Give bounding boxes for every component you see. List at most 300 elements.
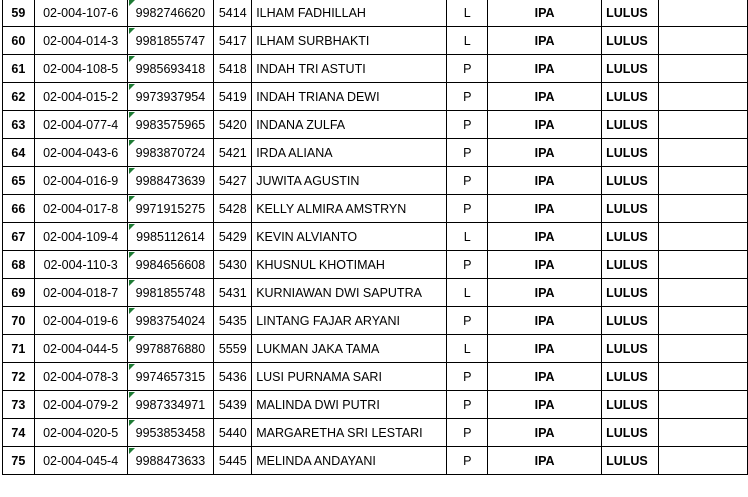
nisn-cell[interactable] <box>127 55 214 83</box>
exam-number-cell-text: 02-004-079-2 <box>43 397 119 412</box>
status-cell-text: LULUS <box>606 341 648 356</box>
student-name-cell[interactable] <box>252 139 447 167</box>
table-row <box>3 335 748 363</box>
student-id-cell-text: 5559 <box>218 341 247 356</box>
number-as-text-indicator-icon <box>129 392 135 398</box>
student-name-cell[interactable] <box>252 83 447 111</box>
exam-number-cell-text: 02-004-078-3 <box>43 369 119 384</box>
gender-cell[interactable] <box>447 251 488 279</box>
row-number-cell-text: 63 <box>11 117 26 132</box>
exam-number-cell-text: 02-004-015-2 <box>43 89 119 104</box>
empty-cell[interactable] <box>659 27 748 55</box>
row-number-cell-text: 73 <box>11 397 26 412</box>
exam-number-cell-text: 02-004-014-3 <box>43 33 119 48</box>
nisn-cell-text: 9983754024 <box>135 313 206 328</box>
exam-number-cell-text: 02-004-020-5 <box>43 425 119 440</box>
student-id-cell[interactable] <box>214 55 252 83</box>
status-cell[interactable] <box>602 391 659 419</box>
nisn-cell[interactable] <box>127 223 214 251</box>
program-cell[interactable] <box>488 279 602 307</box>
exam-number-cell-text: 02-004-017-8 <box>43 201 119 216</box>
student-id-cell-text: 5429 <box>218 229 247 244</box>
table-row <box>3 167 748 195</box>
nisn-cell[interactable] <box>127 419 214 447</box>
status-cell[interactable] <box>602 167 659 195</box>
program-cell-text: IPA <box>534 33 555 48</box>
row-number-cell-text: 62 <box>11 89 26 104</box>
gender-cell-text: P <box>463 173 472 188</box>
student-name-cell-text: LINTANG FAJAR ARYANI <box>256 313 400 328</box>
number-as-text-indicator-icon <box>129 196 135 202</box>
student-id-cell[interactable] <box>214 447 252 475</box>
status-cell[interactable] <box>602 139 659 167</box>
student-name-cell[interactable] <box>252 363 447 391</box>
exam-number-cell[interactable] <box>34 251 127 279</box>
gender-cell[interactable] <box>447 0 488 27</box>
row-number-cell-text: 67 <box>11 229 26 244</box>
program-cell-text: IPA <box>534 285 555 300</box>
gender-cell-text: L <box>463 341 471 356</box>
gender-cell[interactable] <box>447 419 488 447</box>
status-cell[interactable] <box>602 0 659 27</box>
row-number-cell[interactable] <box>3 111 35 139</box>
number-as-text-indicator-icon <box>129 84 135 90</box>
row-number-cell[interactable] <box>3 391 35 419</box>
nisn-cell[interactable] <box>127 447 214 475</box>
student-id-cell-text: 5419 <box>218 89 247 104</box>
exam-number-cell[interactable] <box>34 223 127 251</box>
exam-number-cell[interactable] <box>34 419 127 447</box>
student-id-cell-text: 5445 <box>218 453 247 468</box>
number-as-text-indicator-icon <box>129 28 135 34</box>
empty-cell[interactable] <box>659 195 748 223</box>
nisn-cell-text: 9981855748 <box>135 285 206 300</box>
student-name-cell-text: KEVIN ALVIANTO <box>256 229 358 244</box>
program-cell-text: IPA <box>534 145 555 160</box>
program-cell-text: IPA <box>534 173 555 188</box>
program-cell[interactable] <box>488 251 602 279</box>
exam-number-cell-text: 02-004-016-9 <box>43 173 119 188</box>
table-row <box>3 223 748 251</box>
status-cell[interactable] <box>602 27 659 55</box>
student-id-cell[interactable] <box>214 27 252 55</box>
gender-cell-text: P <box>463 453 472 468</box>
program-cell-text: IPA <box>534 5 555 20</box>
nisn-cell[interactable] <box>127 279 214 307</box>
gender-cell[interactable] <box>447 363 488 391</box>
gender-cell-text: P <box>463 117 472 132</box>
program-cell[interactable] <box>488 139 602 167</box>
gender-cell[interactable] <box>447 167 488 195</box>
row-number-cell-text: 59 <box>11 5 26 20</box>
nisn-cell-text: 9982746620 <box>135 5 206 20</box>
exam-number-cell-text: 02-004-108-5 <box>43 61 119 76</box>
gender-cell[interactable] <box>447 447 488 475</box>
empty-cell[interactable] <box>659 167 748 195</box>
status-cell[interactable] <box>602 55 659 83</box>
gender-cell[interactable] <box>447 139 488 167</box>
number-as-text-indicator-icon <box>129 448 135 454</box>
row-number-cell[interactable] <box>3 447 35 475</box>
student-id-cell[interactable] <box>214 83 252 111</box>
exam-number-cell-text: 02-004-045-4 <box>43 453 119 468</box>
table-row <box>3 307 748 335</box>
exam-number-cell[interactable] <box>34 111 127 139</box>
status-cell[interactable] <box>602 195 659 223</box>
number-as-text-indicator-icon <box>129 0 135 6</box>
program-cell[interactable] <box>488 195 602 223</box>
status-cell-text: LULUS <box>606 285 648 300</box>
student-name-cell[interactable] <box>252 251 447 279</box>
exam-number-cell[interactable] <box>34 335 127 363</box>
gender-cell[interactable] <box>447 111 488 139</box>
exam-number-cell-text: 02-004-109-4 <box>43 229 119 244</box>
student-name-cell-text: KHUSNUL KHOTIMAH <box>256 257 385 272</box>
nisn-cell[interactable] <box>127 139 214 167</box>
student-name-cell-text: ILHAM FADHILLAH <box>256 5 366 20</box>
student-id-cell-text: 5440 <box>218 425 247 440</box>
gender-cell[interactable] <box>447 335 488 363</box>
table-row <box>3 363 748 391</box>
exam-number-cell-text: 02-004-107-6 <box>43 5 119 20</box>
program-cell[interactable] <box>488 111 602 139</box>
empty-cell[interactable] <box>659 335 748 363</box>
program-cell-text: IPA <box>534 117 555 132</box>
number-as-text-indicator-icon <box>129 364 135 370</box>
empty-cell[interactable] <box>659 139 748 167</box>
nisn-cell-text: 9978876880 <box>135 341 206 356</box>
nisn-cell[interactable] <box>127 195 214 223</box>
status-cell-text: LULUS <box>606 117 648 132</box>
student-id-cell[interactable] <box>214 139 252 167</box>
student-id-cell[interactable] <box>214 0 252 27</box>
empty-cell[interactable] <box>659 223 748 251</box>
student-id-cell[interactable] <box>214 167 252 195</box>
program-cell[interactable] <box>488 335 602 363</box>
empty-cell[interactable] <box>659 391 748 419</box>
student-name-cell[interactable] <box>252 167 447 195</box>
program-cell[interactable] <box>488 447 602 475</box>
program-cell-text: IPA <box>534 453 555 468</box>
empty-cell[interactable] <box>659 55 748 83</box>
table-row <box>3 279 748 307</box>
row-number-cell-text: 75 <box>11 453 26 468</box>
row-number-cell-text: 61 <box>11 61 26 76</box>
empty-cell[interactable] <box>659 83 748 111</box>
gender-cell-text: P <box>463 425 472 440</box>
table-row <box>3 0 748 27</box>
exam-number-cell[interactable] <box>34 55 127 83</box>
empty-cell[interactable] <box>659 251 748 279</box>
exam-number-cell[interactable] <box>34 167 127 195</box>
table-row <box>3 111 748 139</box>
status-cell-text: LULUS <box>606 453 648 468</box>
exam-number-cell[interactable] <box>34 363 127 391</box>
number-as-text-indicator-icon <box>129 280 135 286</box>
student-name-cell-text: INDAH TRIANA DEWI <box>256 89 380 104</box>
empty-cell[interactable] <box>659 307 748 335</box>
student-name-cell[interactable] <box>252 0 447 27</box>
status-cell[interactable] <box>602 251 659 279</box>
gender-cell-text: L <box>463 5 471 20</box>
exam-number-cell[interactable] <box>34 0 127 27</box>
number-as-text-indicator-icon <box>129 336 135 342</box>
exam-number-cell[interactable] <box>34 447 127 475</box>
student-name-cell-text: INDAH TRI ASTUTI <box>256 61 366 76</box>
number-as-text-indicator-icon <box>129 224 135 230</box>
status-cell-text: LULUS <box>606 61 648 76</box>
student-name-cell-text: MARGARETHA SRI LESTARI <box>256 425 423 440</box>
table-row <box>3 27 748 55</box>
student-name-cell-text: KURNIAWAN DWI SAPUTRA <box>256 285 422 300</box>
student-id-cell-text: 5421 <box>218 145 247 160</box>
row-number-cell-text: 72 <box>11 369 26 384</box>
exam-number-cell[interactable] <box>34 195 127 223</box>
nisn-cell[interactable] <box>127 335 214 363</box>
nisn-cell-text: 9981855747 <box>135 33 206 48</box>
program-cell-text: IPA <box>534 229 555 244</box>
student-name-cell[interactable] <box>252 391 447 419</box>
status-cell-text: LULUS <box>606 201 648 216</box>
row-number-cell[interactable] <box>3 139 35 167</box>
row-number-cell[interactable] <box>3 0 35 27</box>
exam-number-cell-text: 02-004-077-4 <box>43 117 119 132</box>
nisn-cell[interactable] <box>127 363 214 391</box>
number-as-text-indicator-icon <box>129 252 135 258</box>
exam-number-cell-text: 02-004-110-3 <box>43 257 118 272</box>
student-name-cell[interactable] <box>252 279 447 307</box>
gender-cell[interactable] <box>447 307 488 335</box>
student-id-cell[interactable] <box>214 111 252 139</box>
status-cell[interactable] <box>602 307 659 335</box>
program-cell-text: IPA <box>534 201 555 216</box>
nisn-cell-text: 9985693418 <box>135 61 206 76</box>
program-cell[interactable] <box>488 27 602 55</box>
program-cell[interactable] <box>488 83 602 111</box>
row-number-cell[interactable] <box>3 83 35 111</box>
row-number-cell-text: 65 <box>11 173 26 188</box>
student-id-cell-text: 5417 <box>218 33 247 48</box>
exam-number-cell-text: 02-004-044-5 <box>43 341 119 356</box>
nisn-cell-text: 9983575965 <box>135 117 206 132</box>
gender-cell[interactable] <box>447 391 488 419</box>
empty-cell[interactable] <box>659 279 748 307</box>
student-name-cell-text: IRDA ALIANA <box>256 145 333 160</box>
row-number-cell[interactable] <box>3 251 35 279</box>
exam-number-cell[interactable] <box>34 27 127 55</box>
empty-cell[interactable] <box>659 419 748 447</box>
student-name-cell-text: INDANA ZULFA <box>256 117 346 132</box>
nisn-cell-text: 9983870724 <box>135 145 206 160</box>
gender-cell[interactable] <box>447 195 488 223</box>
nisn-cell[interactable] <box>127 83 214 111</box>
nisn-cell-text: 9953853458 <box>135 425 206 440</box>
exam-number-cell[interactable] <box>34 83 127 111</box>
gender-cell[interactable] <box>447 27 488 55</box>
number-as-text-indicator-icon <box>129 308 135 314</box>
student-id-cell-text: 5418 <box>218 61 247 76</box>
status-cell-text: LULUS <box>606 369 648 384</box>
status-cell-text: LULUS <box>606 33 648 48</box>
program-cell-text: IPA <box>534 313 555 328</box>
empty-cell[interactable] <box>659 111 748 139</box>
row-number-cell[interactable] <box>3 223 35 251</box>
gender-cell-text: P <box>463 257 472 272</box>
gender-cell-text: L <box>463 229 471 244</box>
program-cell[interactable] <box>488 223 602 251</box>
nisn-cell[interactable] <box>127 391 214 419</box>
student-id-cell[interactable] <box>214 391 252 419</box>
program-cell[interactable] <box>488 307 602 335</box>
program-cell[interactable] <box>488 419 602 447</box>
nisn-cell[interactable] <box>127 307 214 335</box>
exam-number-cell-text: 02-004-043-6 <box>43 145 119 160</box>
row-number-cell-text: 71 <box>11 341 26 356</box>
program-cell-text: IPA <box>534 257 555 272</box>
student-name-cell[interactable] <box>252 447 447 475</box>
table-row <box>3 391 748 419</box>
student-name-cell[interactable] <box>252 419 447 447</box>
nisn-cell[interactable] <box>127 27 214 55</box>
row-number-cell[interactable] <box>3 27 35 55</box>
student-name-cell[interactable] <box>252 55 447 83</box>
empty-cell[interactable] <box>659 447 748 475</box>
student-id-cell[interactable] <box>214 195 252 223</box>
program-cell-text: IPA <box>534 341 555 356</box>
status-cell-text: LULUS <box>606 425 648 440</box>
table-row <box>3 139 748 167</box>
student-name-cell[interactable] <box>252 111 447 139</box>
row-number-cell-text: 60 <box>11 33 26 48</box>
table-row <box>3 419 748 447</box>
status-cell-text: LULUS <box>606 145 648 160</box>
program-cell[interactable] <box>488 167 602 195</box>
status-cell[interactable] <box>602 83 659 111</box>
table-row <box>3 55 748 83</box>
nisn-cell[interactable] <box>127 0 214 27</box>
row-number-cell[interactable] <box>3 363 35 391</box>
exam-number-cell[interactable] <box>34 279 127 307</box>
student-id-cell[interactable] <box>214 419 252 447</box>
program-cell[interactable] <box>488 55 602 83</box>
status-cell[interactable] <box>602 447 659 475</box>
nisn-cell[interactable] <box>127 111 214 139</box>
student-id-cell[interactable] <box>214 335 252 363</box>
student-id-cell[interactable] <box>214 307 252 335</box>
status-cell[interactable] <box>602 363 659 391</box>
student-name-cell-text: KELLY ALMIRA AMSTRYN <box>256 201 407 216</box>
student-name-cell[interactable] <box>252 195 447 223</box>
row-number-cell[interactable] <box>3 195 35 223</box>
gender-cell-text: P <box>463 313 472 328</box>
status-cell[interactable] <box>602 223 659 251</box>
empty-cell[interactable] <box>659 0 748 27</box>
gender-cell[interactable] <box>447 55 488 83</box>
student-name-cell-text: JUWITA AGUSTIN <box>256 173 360 188</box>
program-cell[interactable] <box>488 0 602 27</box>
student-id-cell-text: 5431 <box>218 285 247 300</box>
student-name-cell[interactable] <box>252 307 447 335</box>
number-as-text-indicator-icon <box>129 56 135 62</box>
nisn-cell[interactable] <box>127 167 214 195</box>
nisn-cell-text: 9988473639 <box>135 173 206 188</box>
table-row <box>3 447 748 475</box>
program-cell[interactable] <box>488 363 602 391</box>
table-row <box>3 195 748 223</box>
row-number-cell[interactable] <box>3 167 35 195</box>
status-cell[interactable] <box>602 419 659 447</box>
student-id-cell-text: 5428 <box>218 201 247 216</box>
gender-cell-text: P <box>463 61 472 76</box>
exam-number-cell[interactable] <box>34 391 127 419</box>
student-name-cell[interactable] <box>252 223 447 251</box>
status-cell-text: LULUS <box>606 397 648 412</box>
gender-cell[interactable] <box>447 223 488 251</box>
nisn-cell-text: 9984656608 <box>135 257 206 272</box>
exam-number-cell-text: 02-004-018-7 <box>43 285 119 300</box>
student-name-cell-text: MELINDA ANDAYANI <box>256 453 376 468</box>
gender-cell-text: L <box>463 33 471 48</box>
status-cell-text: LULUS <box>606 89 648 104</box>
status-cell[interactable] <box>602 335 659 363</box>
nisn-cell-text: 9973937954 <box>135 89 206 104</box>
student-id-cell[interactable] <box>214 223 252 251</box>
row-number-cell-text: 74 <box>11 425 26 440</box>
student-id-cell[interactable] <box>214 279 252 307</box>
program-cell[interactable] <box>488 391 602 419</box>
status-cell-text: LULUS <box>606 173 648 188</box>
student-id-cell-text: 5435 <box>218 313 247 328</box>
row-number-cell-text: 69 <box>11 285 26 300</box>
student-name-cell-text: LUSI PURNAMA SARI <box>256 369 382 384</box>
nisn-cell-text: 9988473633 <box>135 453 206 468</box>
status-cell[interactable] <box>602 279 659 307</box>
status-cell[interactable] <box>602 111 659 139</box>
gender-cell-text: P <box>463 369 472 384</box>
row-number-cell[interactable] <box>3 55 35 83</box>
exam-number-cell-text: 02-004-019-6 <box>43 313 119 328</box>
student-id-cell-text: 5420 <box>218 117 247 132</box>
row-number-cell[interactable] <box>3 307 35 335</box>
student-name-cell-text: MALINDA DWI PUTRI <box>256 397 380 412</box>
row-number-cell[interactable] <box>3 279 35 307</box>
results-table <box>2 0 748 475</box>
student-name-cell[interactable] <box>252 335 447 363</box>
row-number-cell[interactable] <box>3 335 35 363</box>
gender-cell[interactable] <box>447 83 488 111</box>
empty-cell[interactable] <box>659 363 748 391</box>
status-cell-text: LULUS <box>606 5 648 20</box>
number-as-text-indicator-icon <box>129 140 135 146</box>
status-cell-text: LULUS <box>606 257 648 272</box>
table-row <box>3 83 748 111</box>
student-name-cell[interactable] <box>252 27 447 55</box>
number-as-text-indicator-icon <box>129 112 135 118</box>
nisn-cell[interactable] <box>127 251 214 279</box>
gender-cell-text: P <box>463 201 472 216</box>
number-as-text-indicator-icon <box>129 420 135 426</box>
nisn-cell-text: 9985112614 <box>136 229 205 244</box>
student-id-cell[interactable] <box>214 363 252 391</box>
gender-cell[interactable] <box>447 279 488 307</box>
exam-number-cell[interactable] <box>34 307 127 335</box>
student-id-cell[interactable] <box>214 251 252 279</box>
gender-cell-text: P <box>463 89 472 104</box>
program-cell-text: IPA <box>534 425 555 440</box>
gender-cell-text: P <box>463 397 472 412</box>
row-number-cell[interactable] <box>3 419 35 447</box>
exam-number-cell[interactable] <box>34 139 127 167</box>
